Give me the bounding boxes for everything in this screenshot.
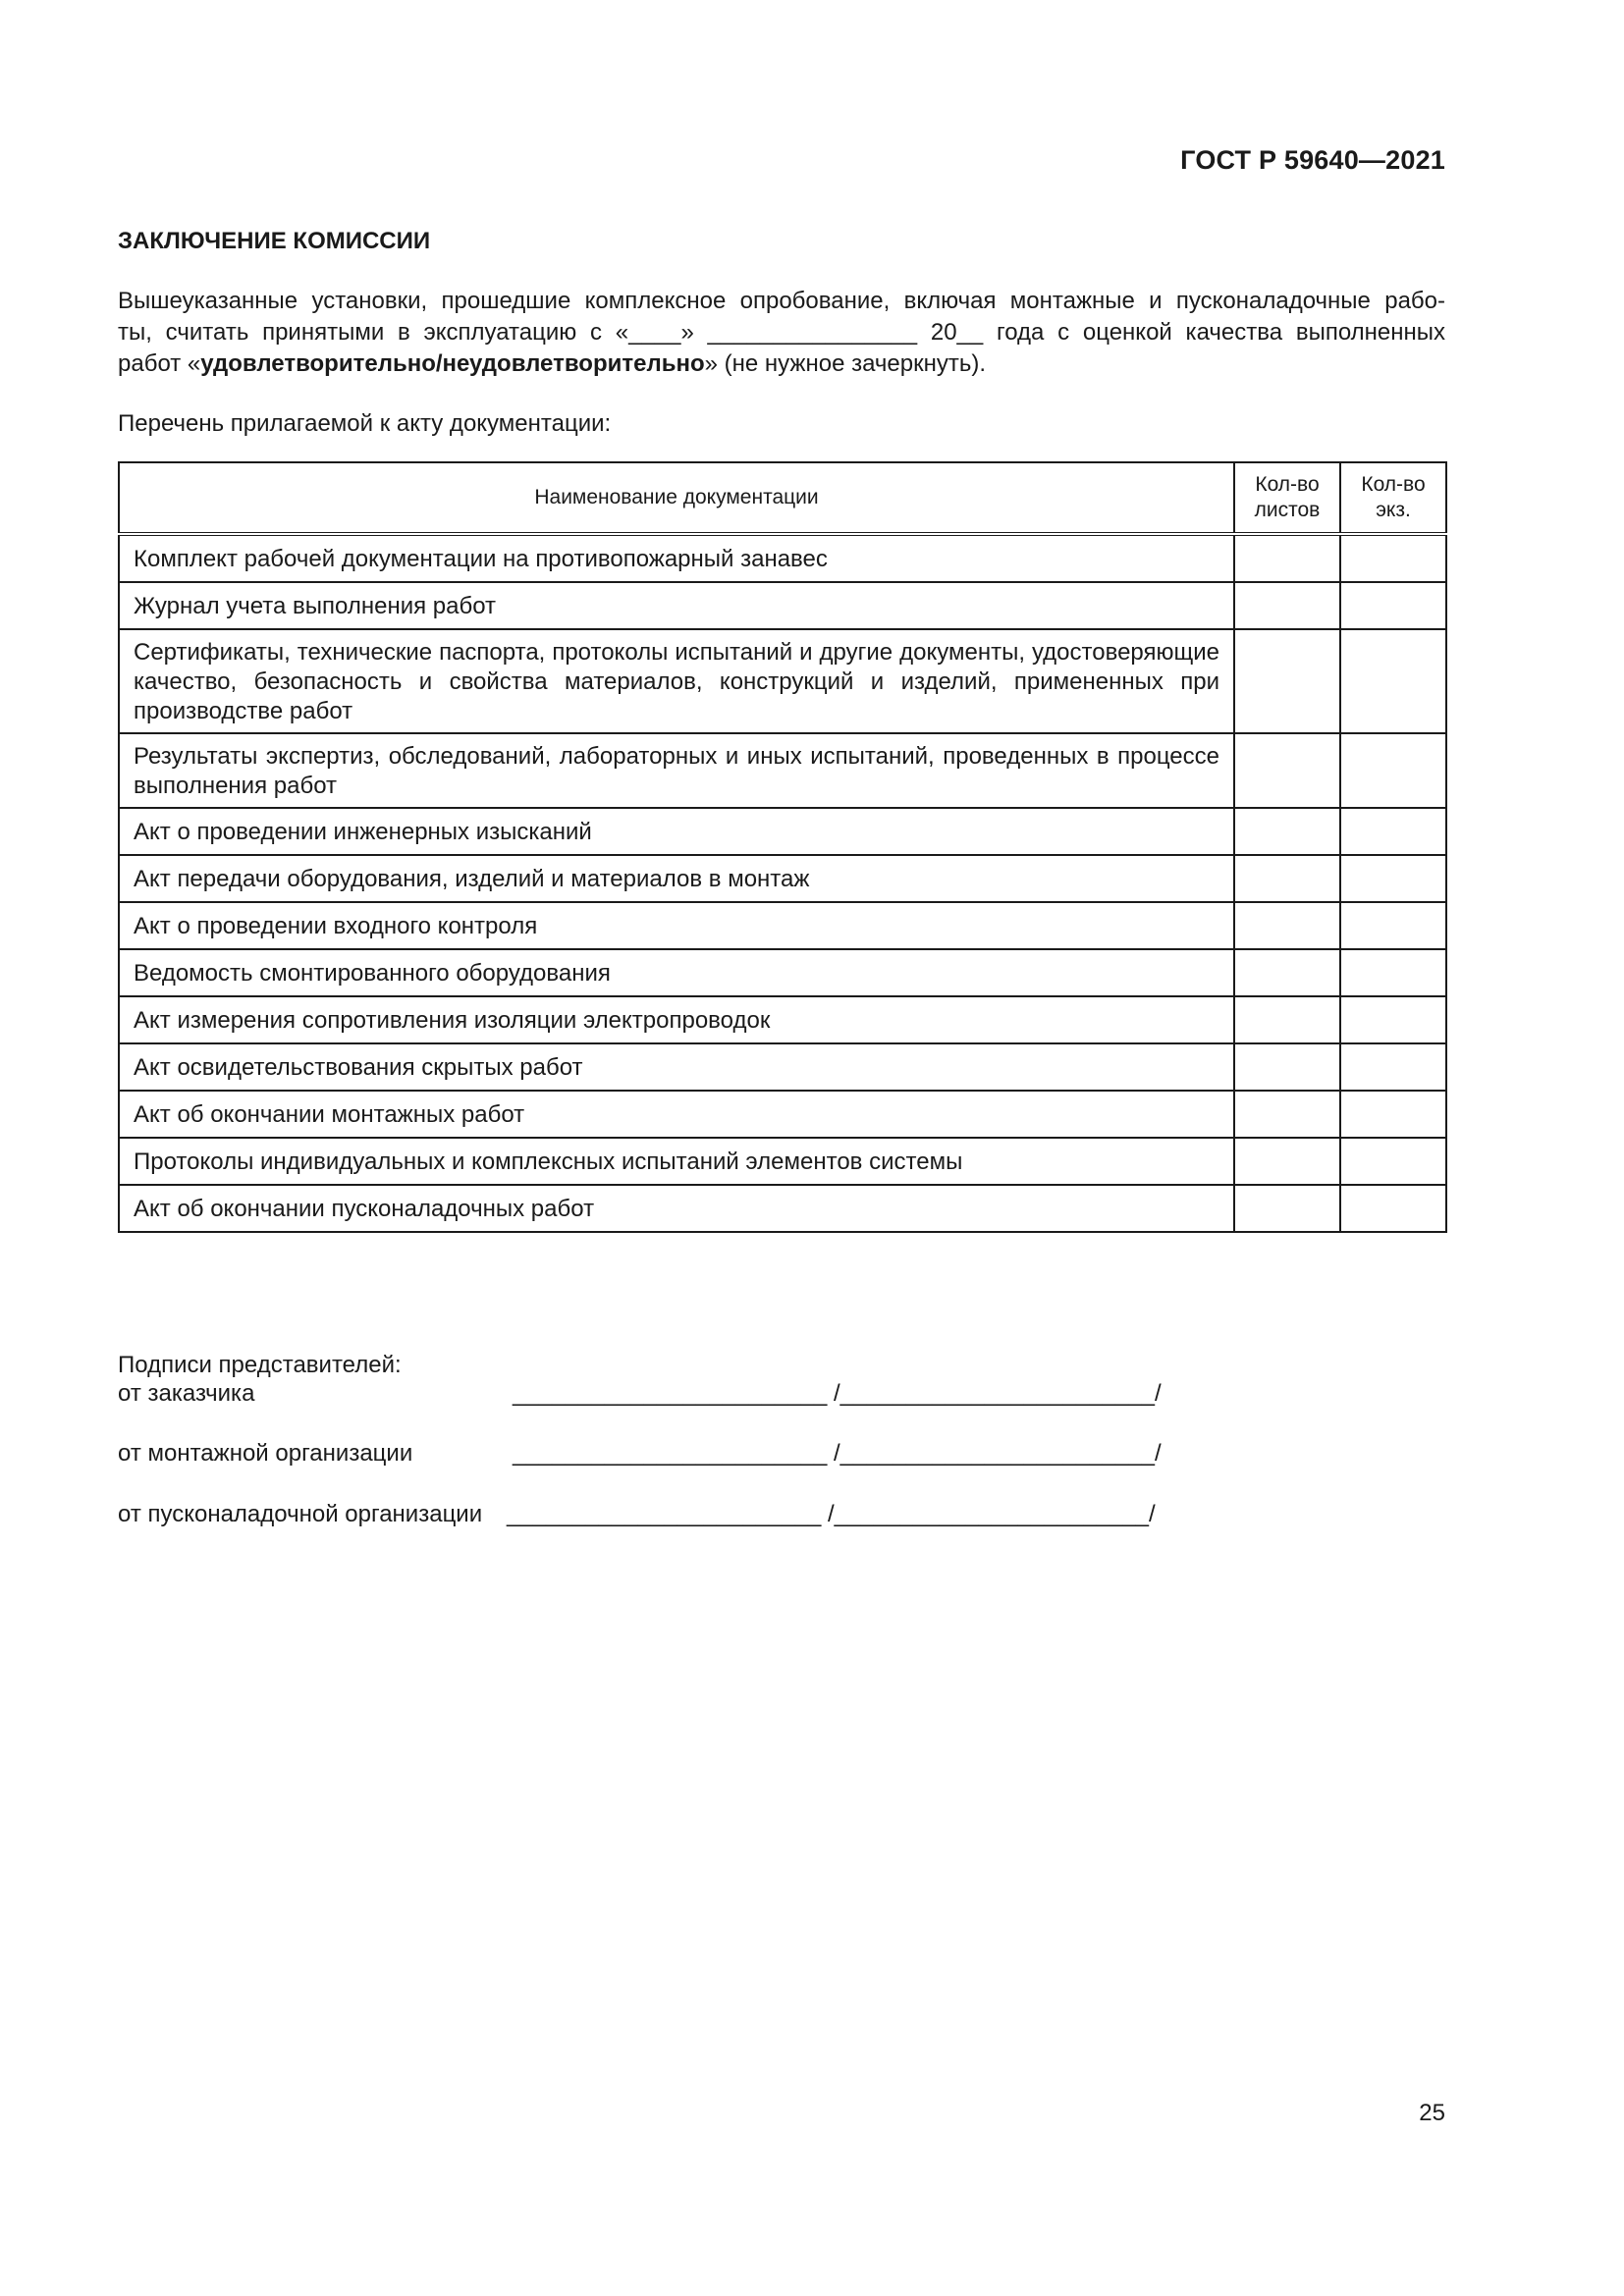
copies-count-cell[interactable] xyxy=(1340,582,1446,629)
document-code: ГОСТ Р 59640—2021 xyxy=(1180,145,1445,175)
document-name-cell: Комплект рабочей документации на противопожарный занавес xyxy=(119,534,1234,582)
document-name-cell: Акт о проведении инженерных изысканий xyxy=(119,808,1234,855)
sheets-count-cell[interactable] xyxy=(1234,902,1340,949)
sheets-count-cell[interactable] xyxy=(1234,1185,1340,1232)
column-header-copies: Кол-во экз. xyxy=(1340,462,1446,534)
signature-row-customer xyxy=(118,1380,1162,1408)
column-header-name: Наименование документации xyxy=(119,462,1234,534)
document-name-cell: Результаты экспертиз, обследований, лабораторных и иных испытаний, проведенных в процессе выполнения работ xyxy=(119,733,1234,808)
table-row xyxy=(119,582,1446,629)
table-row xyxy=(119,733,1446,808)
signature-line-customer[interactable]: ________________________ /________________________/ xyxy=(513,1380,1162,1407)
table-row xyxy=(119,855,1446,902)
document-name-cell: Акт измерения сопротивления изоляции электропроводок xyxy=(119,996,1234,1043)
sheets-count-cell[interactable] xyxy=(1234,629,1340,733)
conclusion-line-1: Вышеуказанные установки, прошедшие комплексное опробование, включая монтажные и пусконаладочные рабо- xyxy=(118,288,1445,314)
document-name-cell: Акт передачи оборудования, изделий и материалов в монтаж xyxy=(119,855,1234,902)
table-row xyxy=(119,629,1446,733)
document-name-cell: Журнал учета выполнения работ xyxy=(119,582,1234,629)
copies-count-cell[interactable] xyxy=(1340,949,1446,996)
signature-label-commissioning: от пусконаладочной организации xyxy=(118,1501,483,1527)
table-row xyxy=(119,996,1446,1043)
copies-count-cell[interactable] xyxy=(1340,1138,1446,1185)
conclusion-line-2: ты, считать принятыми в эксплуатацию с «____» ________________ 20__ года с оценкой качества выполненных xyxy=(118,319,1445,346)
conclusion-line-3 xyxy=(118,348,1445,380)
copies-count-cell[interactable] xyxy=(1340,808,1446,855)
sheets-count-cell[interactable] xyxy=(1234,582,1340,629)
table-row xyxy=(119,902,1446,949)
sheets-count-cell[interactable] xyxy=(1234,808,1340,855)
signature-label-installer: от монтажной организации xyxy=(118,1440,413,1467)
sheets-count-cell[interactable] xyxy=(1234,949,1340,996)
table-row xyxy=(119,534,1446,582)
signature-line-installer[interactable]: ________________________ /________________________/ xyxy=(513,1440,1162,1467)
sheets-count-cell[interactable] xyxy=(1234,733,1340,808)
document-name-cell: Акт о проведении входного контроля xyxy=(119,902,1234,949)
copies-count-cell[interactable] xyxy=(1340,1091,1446,1138)
signature-row-installer xyxy=(118,1440,1162,1468)
sheets-count-cell[interactable] xyxy=(1234,855,1340,902)
sheets-count-cell[interactable] xyxy=(1234,1138,1340,1185)
documents-table-header xyxy=(119,462,1446,534)
table-row xyxy=(119,949,1446,996)
copies-count-cell[interactable] xyxy=(1340,733,1446,808)
table-row xyxy=(119,1138,1446,1185)
copies-count-cell[interactable] xyxy=(1340,534,1446,582)
sheets-count-cell[interactable] xyxy=(1234,1043,1340,1091)
signatures-heading: Подписи представителей: xyxy=(118,1352,402,1378)
copies-count-cell[interactable] xyxy=(1340,629,1446,733)
documents-table xyxy=(118,461,1447,1233)
document-name-cell: Протоколы индивидуальных и комплексных испытаний элементов системы xyxy=(119,1138,1234,1185)
signature-row-commissioning xyxy=(118,1501,1156,1528)
documents-table-body xyxy=(119,534,1446,1232)
signatures-block xyxy=(118,1350,402,1380)
sheets-count-cell[interactable] xyxy=(1234,534,1340,582)
copies-count-cell[interactable] xyxy=(1340,996,1446,1043)
copies-count-cell[interactable] xyxy=(1340,1185,1446,1232)
copies-count-cell[interactable] xyxy=(1340,1043,1446,1091)
copies-count-cell[interactable] xyxy=(1340,902,1446,949)
table-row xyxy=(119,1091,1446,1138)
signature-line-commissioning[interactable]: ________________________ /________________________/ xyxy=(507,1501,1156,1527)
column-header-sheets: Кол-во листов xyxy=(1234,462,1340,534)
table-row xyxy=(119,808,1446,855)
table-row xyxy=(119,1185,1446,1232)
conclusion-paragraph xyxy=(118,286,1445,380)
document-name-cell: Акт освидетельствования скрытых работ xyxy=(119,1043,1234,1091)
document-name-cell: Сертификаты, технические паспорта, протоколы испытаний и другие документы, удостоверяющие качество, безопасность и свойства материалов, конструкций и изделий, примененных при производстве работ xyxy=(119,629,1234,733)
conclusion-line-3-suffix: » (не нужное зачеркнуть). xyxy=(704,350,987,377)
table-row xyxy=(119,1043,1446,1091)
document-name-cell: Ведомость смонтированного оборудования xyxy=(119,949,1234,996)
sheets-count-cell[interactable] xyxy=(1234,996,1340,1043)
document-name-cell: Акт об окончании пусконаладочных работ xyxy=(119,1185,1234,1232)
sheets-count-cell[interactable] xyxy=(1234,1091,1340,1138)
documents-list-caption: Перечень прилагаемой к акту документации: xyxy=(118,410,612,437)
conclusion-line-3-prefix: работ « xyxy=(118,350,201,377)
document-name-cell: Акт об окончании монтажных работ xyxy=(119,1091,1234,1138)
signature-label-customer: от заказчика xyxy=(118,1380,255,1407)
page-number: 25 xyxy=(1419,2100,1445,2126)
section-title: ЗАКЛЮЧЕНИЕ КОМИССИИ xyxy=(118,228,431,254)
copies-count-cell[interactable] xyxy=(1340,855,1446,902)
quality-assessment-options: удовлетворительно/неудовлетворительно xyxy=(200,350,705,377)
